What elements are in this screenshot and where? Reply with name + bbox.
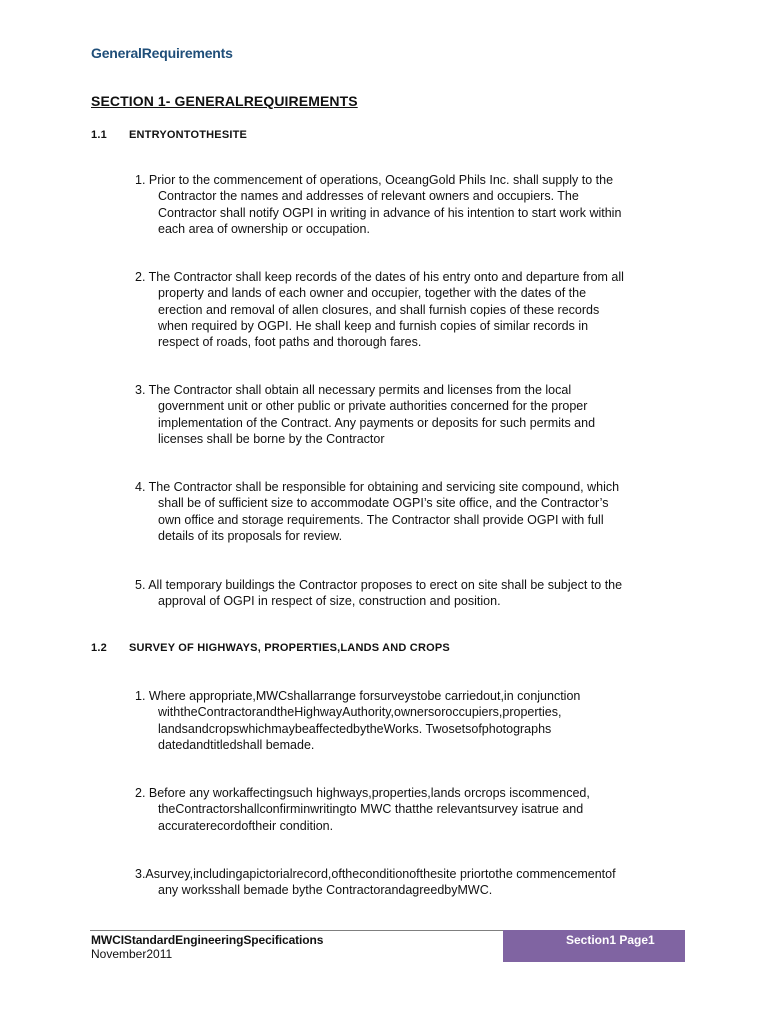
paragraph-1-2-1 [135,688,695,753]
para-line: property and lands of each owner and occupier, together with the dates of the [158,286,587,301]
footer-page-label: Section1 Page1 [566,933,655,947]
paragraph-1-1-2 [135,269,695,350]
footer-date: November2011 [91,947,173,961]
paragraph-1-2-2 [135,785,695,834]
para-line: accuraterecordoftheir condition. [158,818,334,833]
para-line: 2. Before any workaffectingsuch highways,properties,lands orcrops iscommenced, [135,786,590,800]
para-line: 3. The Contractor shall obtain all necessary permits and licenses from the local [135,383,572,397]
paragraph-1-2-3 [135,866,695,899]
para-line: Contractor shall notify OGPI in writing in advance of his intention to start work within [158,205,622,220]
para-line: government unit or other public or private authorities concerned for the proper [158,399,588,414]
section-title: SECTION 1- GENERALREQUIREMENTS [91,93,358,109]
para-line: 1. Where appropriate,MWCshallarrange forsurveystobe carriedout,in conjunction [135,689,581,703]
para-line: each area of ownership or occupation. [158,221,370,236]
subsection-title: ENTRYONTOTHESITE [129,129,248,141]
subsection-heading-1-1 [91,129,247,141]
paragraph-1-1-4 [135,479,695,544]
para-line: 4. The Contractor shall be responsible for obtaining and servicing site compound, which [135,480,620,494]
subsection-heading-1-2 [91,642,450,654]
para-line: implementation of the Contract. Any payments or deposits for such permits and [158,415,596,430]
para-line: approval of OGPI in respect of size, construction and position. [158,594,501,609]
para-line: any worksshall bemade bythe ContractorandagreedbyMWC. [158,883,493,898]
para-line: when required by OGPI. He shall keep and furnish copies of similar records in [158,318,589,333]
subsection-title: SURVEY OF HIGHWAYS, PROPERTIES,LANDS AND CROPS [129,642,450,654]
footer-document-title: MWCIStandardEngineeringSpecifications [91,933,324,947]
running-head: GeneralRequirements [91,45,233,61]
para-line: respect of roads, foot paths and thorough fares. [158,335,422,350]
para-line: erection and removal of allen closures, and shall furnish copies of these records [158,302,600,317]
para-line: shall be of sufficient size to accommodate OGPI’s site office, and the Contractor’s [158,496,609,511]
paragraph-1-1-5 [135,577,695,610]
para-line: datedandtitledshall bemade. [158,737,315,752]
para-line: 1. Prior to the commencement of operations, OceangGold Phils Inc. shall supply to the [135,173,614,187]
para-line: Contractor the names and addresses of relevant owners and occupiers. The [158,189,579,204]
para-line: 3.Asurvey,includingapictorialrecord,oftheconditionofthesite priortothe commencementof [135,867,616,881]
para-line: landsandcropswhichmaybeaffectedbytheWorks. Twosetsofphotographs [158,721,552,736]
para-line: own office and storage requirements. The Contractor shall provide OGPI with full [158,512,604,527]
para-line: 5. All temporary buildings the Contractor proposes to erect on site shall be subject to the [135,578,623,592]
para-line: details of its proposals for review. [158,528,343,543]
para-line: 2. The Contractor shall keep records of the dates of his entry onto and departure from all [135,270,624,284]
para-line: theContractorshallconfirminwritingto MWC thatthe relevantsurvey isatrue and [158,802,584,817]
para-line: withtheContractorandtheHighwayAuthority,ownersoroccupiers,properties, [158,705,562,720]
para-line: licenses shall be borne by the Contractor [158,431,385,446]
subsection-number: 1.2 [91,642,107,654]
paragraph-1-1-1 [135,172,695,237]
paragraph-1-1-3 [135,382,695,447]
subsection-number: 1.1 [91,129,107,141]
